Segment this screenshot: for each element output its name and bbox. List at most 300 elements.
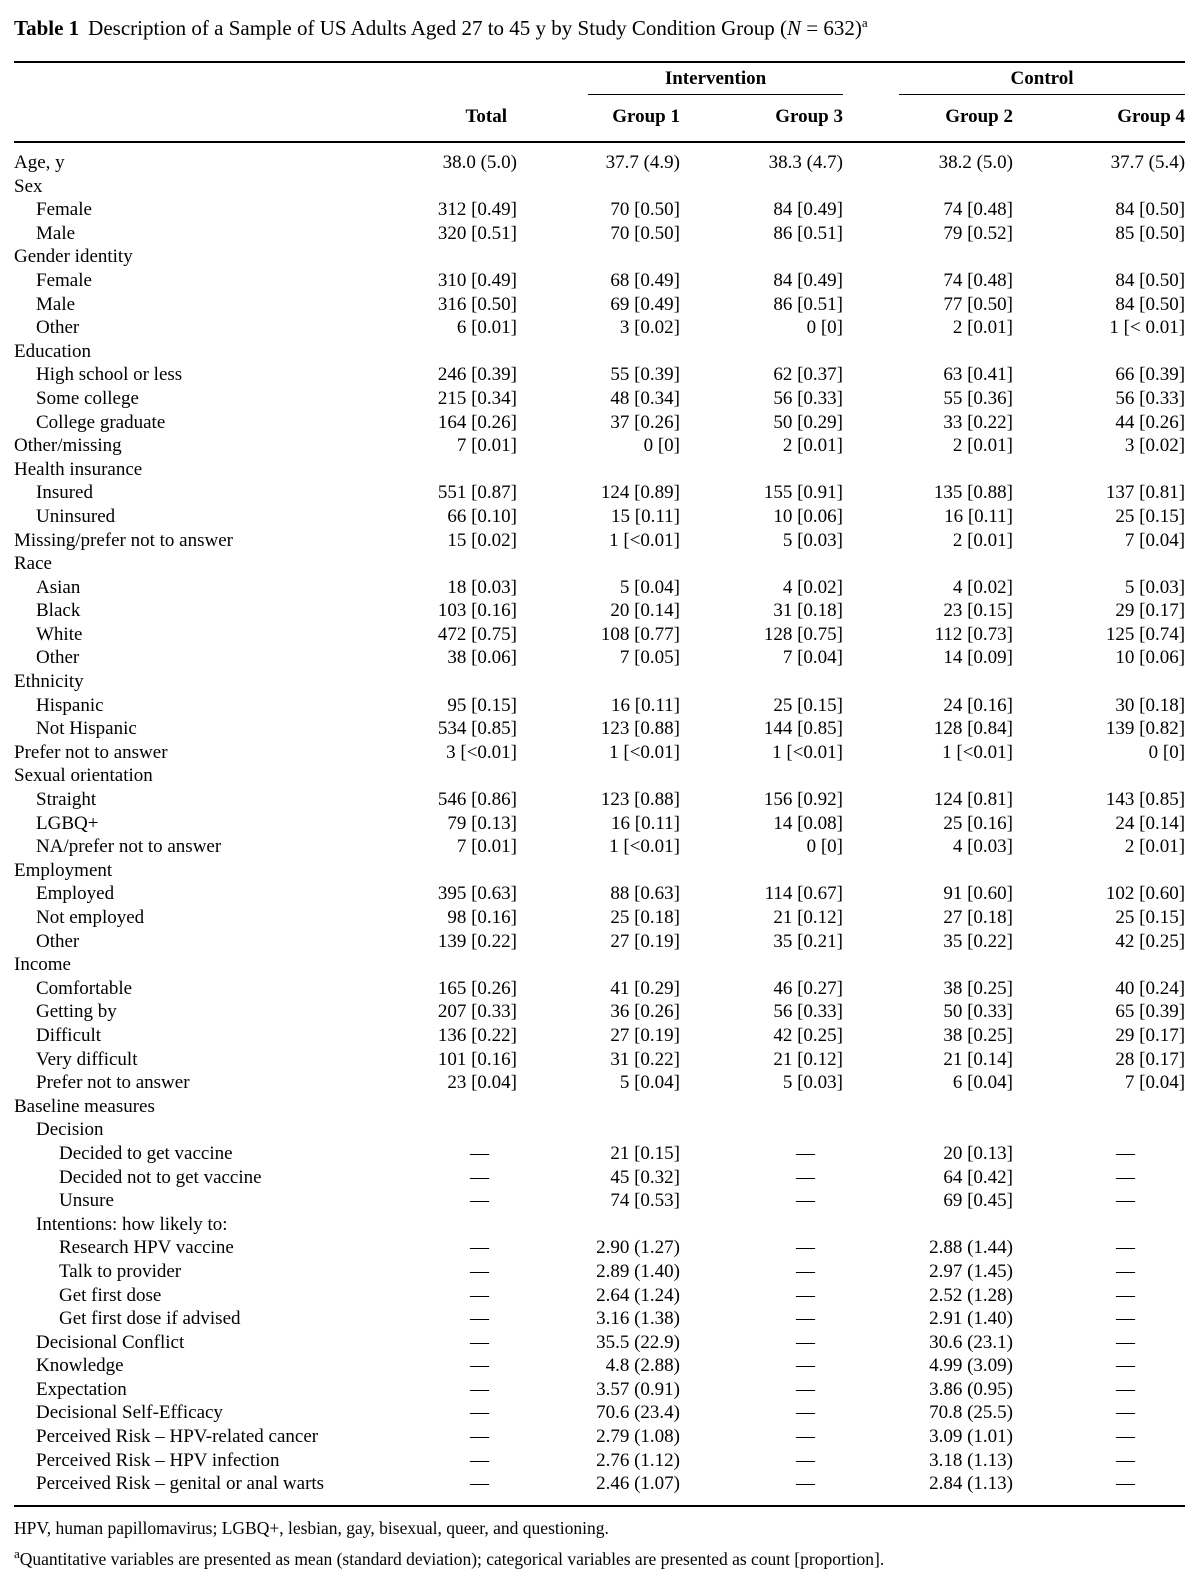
cell-value: 0 [0] (1148, 741, 1186, 763)
cell-value: 14 [0.08] (773, 812, 844, 834)
cell-value: 3.09 (1.01) (929, 1426, 1014, 1448)
caption-footnote-mark: a (861, 15, 868, 30)
cell-value (680, 1095, 843, 1119)
row-label: Employment (14, 859, 113, 881)
row-label: Perceived Risk – HPV infection (36, 1449, 280, 1471)
cell-value: 62 [0.37] (773, 364, 844, 386)
cell-empty-dash: — (1116, 1355, 1136, 1377)
cell-value: 4 [0.03] (952, 836, 1014, 858)
row-label: Sexual orientation (14, 765, 153, 787)
cell-value (843, 340, 1013, 364)
column-header-group4: Group 4 (1013, 95, 1185, 142)
cell-value: 10 [0.06] (773, 505, 844, 527)
cell-value: 6 [0.04] (952, 1072, 1014, 1094)
row-label: Very difficult (36, 1048, 138, 1070)
cell-value: 38.2 (5.0) (938, 152, 1014, 173)
section-header-row (14, 859, 1185, 883)
row-label: Knowledge (36, 1355, 124, 1377)
section-header-row (14, 670, 1185, 694)
table-footnotes (14, 1516, 1185, 1572)
table-row (14, 694, 1185, 718)
cell-empty-dash: — (1116, 1142, 1136, 1164)
cell-value: 37.7 (4.9) (605, 152, 680, 173)
cell-value (1013, 764, 1185, 788)
table-row (14, 1048, 1185, 1072)
row-label: Research HPV vaccine (59, 1237, 234, 1259)
table-row (14, 198, 1185, 222)
cell-value: 15 [0.02] (447, 529, 517, 551)
cell-value: 4 [0.02] (952, 576, 1014, 598)
cell-value: 108 [0.77] (600, 623, 680, 645)
table-row (14, 269, 1185, 293)
section-header-row (14, 340, 1185, 364)
cell-value: 27 [0.18] (943, 907, 1014, 928)
spanner-control-label: Control (899, 63, 1185, 95)
row-label: Black (36, 600, 81, 622)
row-label: Male (36, 293, 76, 315)
section-header-row (14, 1118, 1185, 1142)
column-header-group2: Group 2 (843, 95, 1013, 142)
cell-value (1013, 859, 1185, 883)
cell-value: 312 [0.49] (437, 199, 517, 221)
row-label: Perceived Risk – HPV-related cancer (36, 1426, 319, 1448)
table-row (14, 363, 1185, 387)
cell-value: 46 [0.27] (773, 977, 844, 999)
cell-value: 84 [0.50] (1115, 293, 1186, 315)
cell-value: 86 [0.51] (773, 222, 844, 244)
table-row (14, 977, 1185, 1001)
cell-value: 84 [0.49] (773, 199, 844, 221)
cell-value: 16 [0.11] (611, 812, 680, 834)
cell-value: 1 [<0.01] (772, 741, 844, 763)
cell-empty-dash: — (470, 1260, 489, 1282)
cell-value: 25 [0.16] (943, 812, 1014, 834)
cell-empty-dash: — (796, 1308, 816, 1330)
table-row (14, 1236, 1185, 1260)
cell-empty-dash: — (796, 1260, 816, 1282)
cell-value (406, 552, 517, 576)
cell-value: 35 [0.22] (943, 930, 1014, 952)
cell-value: 69 [0.49] (610, 293, 680, 315)
table-row (14, 1354, 1185, 1378)
cell-value: 70 [0.50] (610, 199, 680, 221)
spanner-intervention (517, 62, 843, 95)
cell-value: 48 [0.34] (610, 387, 680, 409)
row-label: Get first dose if advised (59, 1308, 241, 1330)
row-label: Female (36, 199, 92, 221)
footnote-a-text: Quantitative variables are presented as mean (standard deviation); categorical variables are presented as count [proportion]. (19, 1548, 885, 1569)
cell-empty-dash: — (1116, 1426, 1136, 1448)
cell-value (843, 859, 1013, 883)
row-label: Some college (36, 387, 139, 409)
section-header-row (14, 953, 1185, 977)
row-label: Not employed (36, 907, 145, 928)
cell-value (517, 552, 680, 576)
row-label: Uninsured (36, 505, 116, 527)
cell-empty-dash: — (1116, 1237, 1136, 1259)
cell-value: 38 [0.25] (943, 977, 1014, 999)
table-row (14, 411, 1185, 435)
cell-value: 40 [0.24] (1115, 977, 1186, 999)
cell-empty-dash: — (470, 1402, 489, 1424)
cell-value: 139 [0.22] (437, 930, 517, 952)
cell-value: 135 [0.88] (933, 482, 1014, 504)
cell-value: 7 [0.04] (782, 647, 844, 669)
cell-value: 70.6 (23.4) (596, 1402, 680, 1424)
cell-value: 139 [0.82] (1105, 718, 1186, 740)
cell-value: 63 [0.41] (943, 364, 1014, 386)
cell-value: 20 [0.14] (610, 600, 680, 622)
cell-value: 25 [0.15] (1115, 505, 1186, 527)
cell-empty-dash: — (1116, 1190, 1136, 1212)
cell-value: 55 [0.36] (943, 387, 1014, 409)
cell-value: 3.16 (1.38) (596, 1308, 680, 1330)
cell-value (680, 1118, 843, 1142)
cell-value: 125 [0.74] (1105, 623, 1186, 645)
cell-value: 56 [0.33] (1115, 387, 1186, 409)
cell-value: 27 [0.19] (610, 1024, 680, 1046)
cell-empty-dash: — (796, 1473, 816, 1495)
cell-empty-dash: — (470, 1426, 489, 1448)
caption-text-before-n: Description of a Sample of US Adults Aged 27 to 45 y by Study Condition Group ( (88, 16, 787, 40)
cell-value: 112 [0.73] (934, 623, 1014, 645)
cell-value: 123 [0.88] (600, 718, 680, 740)
cell-value: 85 [0.50] (1115, 222, 1186, 244)
cell-value: 7 [0.01] (456, 836, 517, 858)
cell-value: 56 [0.33] (773, 1001, 844, 1023)
cell-value: 103 [0.16] (437, 600, 517, 622)
cell-value: 2.79 (1.08) (596, 1426, 680, 1448)
cell-value: 4.99 (3.09) (929, 1355, 1014, 1377)
cell-value: 136 [0.22] (437, 1024, 517, 1046)
row-label: Female (36, 269, 92, 291)
table-row (14, 1425, 1185, 1449)
row-label: Unsure (59, 1190, 114, 1212)
cell-value: 2.84 (1.13) (929, 1473, 1014, 1495)
cell-value: 472 [0.75] (437, 623, 517, 645)
cell-value (680, 670, 843, 694)
cell-empty-dash: — (470, 1308, 489, 1330)
cell-value: 165 [0.26] (437, 977, 517, 999)
caption-text-after-n: = 632) (801, 16, 862, 40)
row-label: Other/missing (14, 435, 122, 457)
cell-value: 79 [0.13] (447, 812, 517, 834)
cell-value (406, 764, 517, 788)
cell-value: 25 [0.15] (773, 694, 844, 716)
cell-value: 3 [<0.01] (446, 741, 517, 763)
cell-value: 5 [0.03] (782, 1072, 844, 1094)
cell-value: 1 [<0.01] (609, 836, 680, 858)
cell-value: 2.64 (1.24) (596, 1284, 680, 1306)
spanner-empty-total (406, 62, 517, 95)
cell-value: 88 [0.63] (610, 883, 680, 905)
cell-empty-dash: — (1116, 1402, 1136, 1424)
cell-value: 7 [0.04] (1124, 529, 1186, 551)
sample-description-table (14, 61, 1185, 1507)
row-label: Asian (36, 576, 81, 598)
cell-value (1013, 1095, 1185, 1119)
cell-value (843, 1213, 1013, 1237)
cell-value: 42 [0.25] (1115, 930, 1186, 952)
cell-value (406, 953, 517, 977)
cell-value (680, 859, 843, 883)
footnote-a (14, 1541, 1185, 1572)
cell-value: 3.57 (0.91) (596, 1378, 680, 1400)
table-row (14, 717, 1185, 741)
row-label: Sex (14, 175, 43, 197)
cell-empty-dash: — (470, 1142, 489, 1164)
column-header-total: Total (406, 95, 517, 142)
row-label: Other (36, 930, 80, 952)
cell-value (680, 340, 843, 364)
cell-value (1013, 340, 1185, 364)
cell-value: 36 [0.26] (610, 1001, 680, 1023)
cell-value: 534 [0.85] (437, 718, 517, 740)
section-header-row (14, 1213, 1185, 1237)
cell-value: 114 [0.67] (764, 883, 844, 905)
cell-value: 64 [0.42] (943, 1166, 1014, 1188)
cell-value: 41 [0.29] (610, 977, 680, 999)
cell-empty-dash: — (470, 1355, 489, 1377)
table-body (14, 142, 1185, 1506)
cell-value: 395 [0.63] (437, 883, 517, 905)
row-label: Not Hispanic (36, 718, 137, 740)
column-header-empty (14, 95, 406, 142)
table-row (14, 906, 1185, 930)
table-row (14, 623, 1185, 647)
cell-value (843, 175, 1013, 199)
cell-value: 5 [0.04] (619, 576, 680, 598)
cell-value (843, 670, 1013, 694)
footnote-abbreviations: HPV, human papillomavirus; LGBQ+, lesbian, gay, bisexual, queer, and questioning. (14, 1517, 609, 1538)
table-row (14, 1142, 1185, 1166)
cell-value: 24 [0.14] (1115, 812, 1186, 834)
spanner-empty-label (14, 62, 406, 95)
cell-value: 44 [0.26] (1115, 411, 1186, 433)
cell-empty-dash: — (470, 1166, 489, 1188)
cell-value: 65 [0.39] (1115, 1001, 1186, 1023)
cell-value: 77 [0.50] (943, 293, 1014, 315)
cell-value: 38 [0.25] (943, 1024, 1014, 1046)
cell-value: 74 [0.53] (610, 1190, 680, 1212)
cell-value: 56 [0.33] (773, 387, 844, 409)
cell-value (517, 458, 680, 482)
cell-value: 50 [0.33] (943, 1001, 1014, 1023)
cell-empty-dash: — (1116, 1378, 1136, 1400)
row-label: Baseline measures (14, 1095, 155, 1117)
cell-empty-dash: — (1116, 1331, 1136, 1353)
cell-empty-dash: — (796, 1378, 816, 1400)
cell-value: 31 [0.18] (773, 600, 844, 622)
cell-value: 137 [0.81] (1105, 482, 1186, 504)
cell-value: 30 [0.18] (1115, 694, 1186, 716)
row-label: Difficult (36, 1024, 102, 1046)
cell-value: 2 [0.01] (952, 317, 1014, 339)
cell-value: 2.46 (1.07) (596, 1473, 680, 1495)
cell-value: 2.90 (1.27) (596, 1237, 680, 1259)
table-row (14, 741, 1185, 765)
table-row (14, 1071, 1185, 1095)
cell-value: 66 [0.39] (1115, 364, 1186, 386)
cell-value: 98 [0.16] (447, 907, 517, 928)
cell-value: 4.8 (2.88) (605, 1355, 680, 1377)
table-row (14, 788, 1185, 812)
table-row (14, 1378, 1185, 1402)
cell-value: 7 [0.01] (456, 435, 517, 457)
cell-value: 21 [0.12] (773, 1048, 844, 1070)
table-row (14, 481, 1185, 505)
cell-value: 2.76 (1.12) (596, 1449, 680, 1471)
cell-value: 3 [0.02] (619, 317, 680, 339)
cell-value: 2 [0.01] (952, 435, 1014, 457)
table-row (14, 1401, 1185, 1425)
row-label: Race (14, 553, 52, 575)
spanner-intervention-label: Intervention (588, 63, 843, 95)
cell-value (406, 175, 517, 199)
cell-empty-dash: — (796, 1190, 816, 1212)
row-label: Age, y (14, 152, 65, 173)
row-label: Male (36, 222, 76, 244)
table-row (14, 930, 1185, 954)
cell-value: 123 [0.88] (600, 789, 680, 811)
cell-value: 70.8 (25.5) (929, 1402, 1014, 1424)
row-label: Perceived Risk – genital or anal warts (36, 1473, 325, 1495)
cell-value (680, 245, 843, 269)
cell-value: 16 [0.11] (611, 694, 680, 716)
cell-value (517, 953, 680, 977)
cell-value: 29 [0.17] (1115, 600, 1186, 622)
cell-value (843, 552, 1013, 576)
section-header-row (14, 458, 1185, 482)
cell-value: 21 [0.15] (610, 1142, 680, 1164)
cell-value: 124 [0.81] (933, 789, 1014, 811)
cell-value (406, 859, 517, 883)
cell-value: 70 [0.50] (610, 222, 680, 244)
column-header-row (14, 95, 1185, 142)
table-row (14, 646, 1185, 670)
section-header-row (14, 1095, 1185, 1119)
cell-value (406, 1118, 517, 1142)
cell-value: 3 [0.02] (1124, 435, 1186, 457)
row-label: High school or less (36, 364, 183, 386)
cell-value: 24 [0.16] (943, 694, 1014, 716)
cell-empty-dash: — (796, 1331, 816, 1353)
table-row (14, 812, 1185, 836)
row-label: Education (14, 340, 92, 362)
row-label: Hispanic (36, 694, 104, 716)
cell-value: 16 [0.11] (944, 505, 1014, 527)
cell-value (517, 859, 680, 883)
spanner-control (843, 62, 1185, 95)
table-row (14, 505, 1185, 529)
cell-value (680, 552, 843, 576)
cell-value (406, 245, 517, 269)
cell-value: 1 [<0.01] (942, 741, 1014, 763)
table-row (14, 1331, 1185, 1355)
table-row (14, 293, 1185, 317)
cell-empty-dash: — (470, 1473, 489, 1495)
table-number: Table 1 (14, 16, 80, 40)
cell-value: 27 [0.19] (610, 930, 680, 952)
cell-value: 1 [<0.01] (609, 529, 680, 551)
cell-value: 86 [0.51] (773, 293, 844, 315)
cell-value: 546 [0.86] (437, 789, 517, 811)
table-row (14, 599, 1185, 623)
cell-value: 143 [0.85] (1105, 789, 1186, 811)
cell-value: 30.6 (23.1) (929, 1331, 1014, 1353)
cell-value: 38.0 (5.0) (442, 152, 517, 173)
cell-value: 144 [0.85] (763, 718, 844, 740)
cell-value (406, 1095, 517, 1119)
row-label: Get first dose (59, 1284, 162, 1306)
cell-value: 74 [0.48] (943, 269, 1014, 291)
cell-value: 316 [0.50] (437, 293, 517, 315)
cell-empty-dash: — (796, 1402, 816, 1424)
cell-value: 95 [0.15] (447, 694, 517, 716)
cell-value: 246 [0.39] (437, 364, 517, 386)
cell-value (406, 1213, 517, 1237)
table-row (14, 1000, 1185, 1024)
cell-empty-dash: — (796, 1355, 816, 1377)
cell-value: 38 [0.06] (447, 647, 517, 669)
table-row (14, 1449, 1185, 1473)
cell-value: 37.7 (5.4) (1110, 152, 1186, 173)
cell-value: 5 [0.03] (782, 529, 844, 551)
cell-value: 1 [<0.01] (609, 741, 680, 763)
cell-value (843, 1118, 1013, 1142)
row-label: NA/prefer not to answer (36, 836, 222, 858)
cell-value (1013, 1118, 1185, 1142)
cell-value: 29 [0.17] (1115, 1024, 1186, 1046)
section-header-row (14, 175, 1185, 199)
cell-value: 0 [0] (806, 317, 844, 339)
cell-value: 74 [0.48] (943, 199, 1014, 221)
cell-value: 2 [0.01] (782, 435, 844, 457)
cell-value (680, 1213, 843, 1237)
cell-value: 7 [0.05] (619, 647, 680, 669)
cell-value: 91 [0.60] (943, 883, 1014, 905)
cell-value: 101 [0.16] (437, 1048, 517, 1070)
cell-empty-dash: — (470, 1378, 489, 1400)
cell-value (680, 175, 843, 199)
cell-value: 42 [0.25] (773, 1024, 844, 1046)
cell-value (406, 670, 517, 694)
cell-value: 2.88 (1.44) (929, 1237, 1014, 1259)
cell-empty-dash: — (796, 1449, 816, 1471)
table-row (14, 387, 1185, 411)
table-row (14, 1260, 1185, 1284)
row-label: Employed (36, 883, 115, 905)
cell-empty-dash: — (1116, 1260, 1136, 1282)
cell-value: 207 [0.33] (437, 1001, 517, 1023)
cell-value (1013, 458, 1185, 482)
cell-value (517, 1118, 680, 1142)
column-header-group1: Group 1 (517, 95, 680, 142)
cell-value (843, 1095, 1013, 1119)
cell-value: 156 [0.92] (763, 789, 844, 811)
cell-value: 84 [0.50] (1115, 269, 1186, 291)
cell-value: 0 [0] (806, 836, 844, 858)
cell-value (1013, 670, 1185, 694)
cell-empty-dash: — (796, 1284, 816, 1306)
table-row (14, 1307, 1185, 1331)
cell-empty-dash: — (1116, 1449, 1136, 1471)
row-label: Comfortable (36, 977, 133, 999)
cell-empty-dash: — (796, 1237, 816, 1259)
cell-value: 84 [0.49] (773, 269, 844, 291)
cell-value (406, 340, 517, 364)
cell-value: 6 [0.01] (456, 317, 517, 339)
